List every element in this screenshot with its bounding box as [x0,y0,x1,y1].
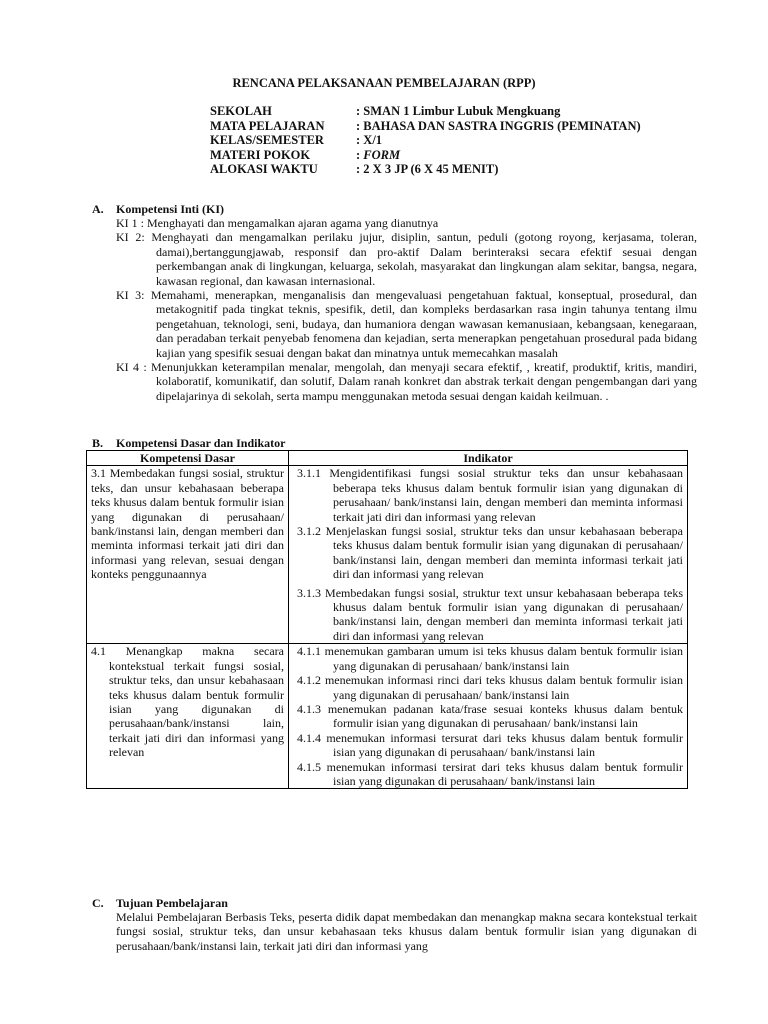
identity-label: ALOKASI WAKTU [210,162,318,177]
indicator-item: 4.1.2 menemukan informasi rinci dari teks khusus dalam bentuk formulir isian yang digunakan di perusahaan/ bank/instansi lain [297,673,683,702]
kd-text: 3.1 Membedakan fungsi sosial, struktur teks, dan unsur kebahasaan beberapa teks khusus dalam bentuk formulir isian yang digunakan di perusahaan/ bank/instansi lain, dengan memberi dan meminta informasi terkait jati diri dan informasi yang relevan, sesuai dengan konteks penggunaannya [91,466,284,582]
identity-value-prefix: : [356,147,364,162]
kd-cell [87,466,289,644]
indicator-item: 4.1.5 menemukan informasi tersirat dari teks khusus dalam bentuk formulir isian yang digunakan di perusahaan/ bank/instansi lain [297,759,683,788]
identity-row-class [210,133,641,148]
section-title: Kompetensi Inti (KI) [116,202,224,216]
identity-value: : X/1 [356,133,383,148]
column-header-kd: Kompetensi Dasar [87,451,289,466]
indicator-item: 3.1.2 Menjelaskan fungsi sosial, struktur teks dan unsur kebahasaan beberapa teks khusus dalam bentuk formulir isian yang digunakan di perusahaan/ bank/instansi lain, dengan memberi dan meminta informasi terkait jati diri dan informasi yang relevan [297,524,683,582]
ki-list [116,216,697,403]
identity-block [210,104,641,177]
identity-label: MATA PELAJARAN [210,118,325,133]
ki-item: KI 1 : Menghayati dan mengamalkan ajaran agama yang dianutnya [116,216,439,230]
table-row [87,644,688,789]
section-letter: C. [92,896,104,910]
column-header-indicator: Indikator [289,451,688,466]
section-a-heading [92,202,224,216]
section-b-heading [92,436,285,450]
ki-item: KI 3: Memahami, menerapkan, menganalisis dan mengevaluasi pengetahuan faktual, konseptual, prosedural, dan metakognitif pada tingkat teknis, spesifik, detil, dan kompleks berdasarkan rasa ingin tahunya tentang ilmu pengetahuan, teknologi, seni, budaya, dan humaniora dengan wawasan kemanusiaan, kebangsaan, kenegaraan, dan peradaban terkait penyebab fenomena dan kejadian, serta menerapkan pengetahuan prosedural pada bidang kajian yang spesifik sesuai dengan bakat dan minatnya untuk memecahkan masalah [116,288,697,360]
section-c-heading [92,896,228,910]
identity-value: : BAHASA DAN SASTRA INGGRIS (PEMINATAN) [356,118,641,133]
identity-value: : 2 X 3 JP (6 X 45 MENIT) [356,162,499,177]
kd-cell [87,644,289,789]
section-title: Kompetensi Dasar dan Indikator [116,436,286,450]
indicator-item: 4.1.3 menemukan padanan kata/frase sesuai konteks khusus dalam bentuk formulir isian yang digunakan di perusahaan/ bank/instansi lain [297,701,683,731]
ki-item: KI 4 : Menunjukkan keterampilan menalar, mengolah, dan menyaji secara efektif, , kreatif, produktif, kritis, mandiri, kolaboratif, komunikatif, dan solutif, Dalam ranah konkret dan abstrak terkait dengan pengembangan dari yang dipelajarinya di sekolah, serta mampu menggunakan metoda sesuai dengan kaidah keilmuan. . [116,360,697,403]
identity-value: : SMAN 1 Limbur Lubuk Mengkuang [356,104,561,118]
indicator-cell [289,644,688,789]
competency-table [86,450,688,789]
learning-objective-text: Melalui Pembelajaran Berbasis Teks, peserta didik dapat membedakan dan menangkap makna secara kontekstual terkait fungsi sosial, struktur teks, dan unsur kebahasaan teks khusus dalam bentuk formulir isian yang digunakan di perusahaan/bank/instansi lain, terkait jati diri dan informasi yang [116,910,697,953]
indicator-item: 4.1.1 menemukan gambaran umum isi teks khusus dalam bentuk formulir isian yang digunakan di perusahaan/ bank/instansi lain [297,644,683,673]
section-letter: B. [92,436,104,450]
document-title: RENCANA PELAKSANAAN PEMBELAJARAN (RPP) [232,76,536,90]
indicator-item: 3.1.3 Membedakan fungsi sosial, struktur text unsur kebahasaan beberapa teks khusus dalam bentuk formulir isian yang digunakan di perusahaan/ bank/instansi lain, dengan memberi dan meminta informasi terkait jati diri dan informasi yang relevan [297,585,683,643]
identity-value: FORM [363,147,401,162]
indicator-item: 3.1.1 Mengidentifikasi fungsi sosial struktur teks dan unsur kebahasaan beberapa teks khusus dalam bentuk formulir isian yang digunakan di perusahaan/ bank/instansi lain, dengan memberi dan meminta informasi terkait jati diri dan informasi yang relevan [297,466,683,524]
ki-item: KI 2: Menghayati dan mengamalkan perilaku jujur, disiplin, santun, peduli (gotong royong, kerjasama, toleran, damai),bertanggungjawab, responsif dan pro-aktif Dalam berinteraksi secara efektif sesuai dengan perkembangan anak di lingkungan, keluarga, sekolah, masyarakat dan lingkungan alam sekitar, bangsa, negara, kawasan regional, dan kawasan internasional. [116,230,697,288]
section-title: Tujuan Pembelajaran [116,896,228,910]
identity-label: KELAS/SEMESTER [210,133,324,148]
table-row [87,466,688,644]
identity-label: SEKOLAH [210,104,272,118]
indicator-item: 4.1.4 menemukan informasi tersurat dari teks khusus dalam bentuk formulir isian yang digunakan di perusahaan/ bank/instansi lain [297,730,683,760]
identity-label: MATERI POKOK [210,147,311,162]
identity-row-school [210,104,641,119]
identity-row-topic [210,148,641,163]
section-letter: A. [92,202,104,216]
table-header-row [87,451,688,466]
identity-row-time [210,162,641,177]
indicator-cell [289,466,688,644]
kd-text: 4.1 Menangkap makna secara kontekstual terkait fungsi sosial, struktur teks, dan unsur kebahasaan teks khusus dalam bentuk formulir isian yang digunakan di perusahaan/bank/instansi lain, terkait jati diri dan informasi yang relevan [91,644,284,760]
identity-row-subject [210,119,641,134]
